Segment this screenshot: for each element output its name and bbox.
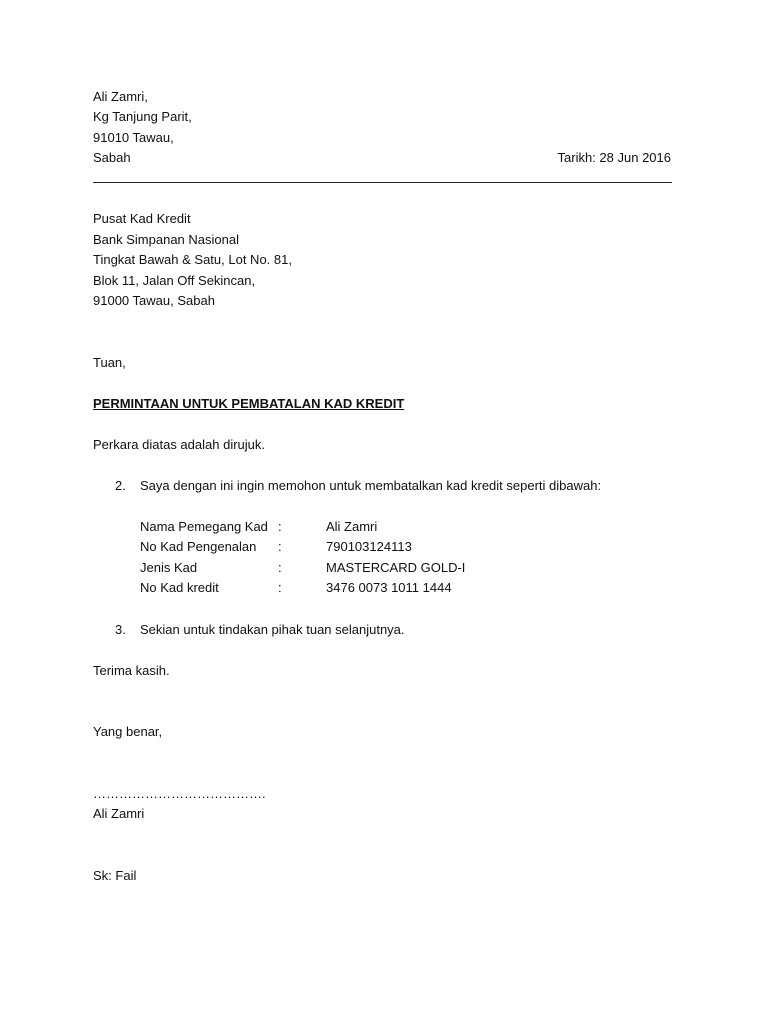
detail-value: 790103124113 xyxy=(326,539,412,554)
carbon-copy: Sk: Fail xyxy=(93,868,137,883)
detail-colon: : xyxy=(278,539,282,554)
letter-subject: PERMINTAAN UNTUK PEMBATALAN KAD KREDIT xyxy=(93,396,405,411)
detail-value: Ali Zamri xyxy=(326,519,378,534)
salutation: Tuan, xyxy=(93,355,126,370)
recipient-line5: 91000 Tawau, Sabah xyxy=(93,293,215,308)
para2-text: Saya dengan ini ingin memohon untuk membatalkan kad kredit seperti dibawah: xyxy=(140,478,602,493)
signatory-name: Ali Zamri xyxy=(93,806,145,821)
detail-label: No Kad Pengenalan xyxy=(140,539,257,554)
detail-label: No Kad kredit xyxy=(140,580,219,595)
closing-line: Yang benar, xyxy=(93,724,163,739)
detail-colon: : xyxy=(278,519,282,534)
header-divider xyxy=(93,182,672,183)
para3-text: Sekian untuk tindakan pihak tuan selanjutnya. xyxy=(140,622,405,637)
detail-colon: : xyxy=(278,560,282,575)
signature-line: …………………………………. xyxy=(93,786,266,801)
sender-address-line1: Kg Tanjung Parit, xyxy=(93,109,192,124)
detail-colon: : xyxy=(278,580,282,595)
letter-date: Tarikh: 28 Jun 2016 xyxy=(557,150,671,165)
reference-line: Perkara diatas adalah dirujuk. xyxy=(93,437,265,452)
recipient-line4: Blok 11, Jalan Off Sekincan, xyxy=(93,273,256,288)
detail-value: 3476 0073 1011 1444 xyxy=(326,580,452,595)
thanks-line: Terima kasih. xyxy=(93,663,170,678)
recipient-line2: Bank Simpanan Nasional xyxy=(93,232,239,247)
detail-label: Nama Pemegang Kad xyxy=(140,519,268,534)
detail-label: Jenis Kad xyxy=(140,560,198,575)
detail-value: MASTERCARD GOLD-I xyxy=(326,560,466,575)
sender-name: Ali Zamri, xyxy=(93,89,148,104)
recipient-line1: Pusat Kad Kredit xyxy=(93,211,191,226)
sender-address-line2: 91010 Tawau, xyxy=(93,130,174,145)
para3-number: 3. xyxy=(115,622,126,637)
para2-number: 2. xyxy=(115,478,126,493)
sender-state: Sabah xyxy=(93,150,131,165)
recipient-line3: Tingkat Bawah & Satu, Lot No. 81, xyxy=(93,252,292,267)
